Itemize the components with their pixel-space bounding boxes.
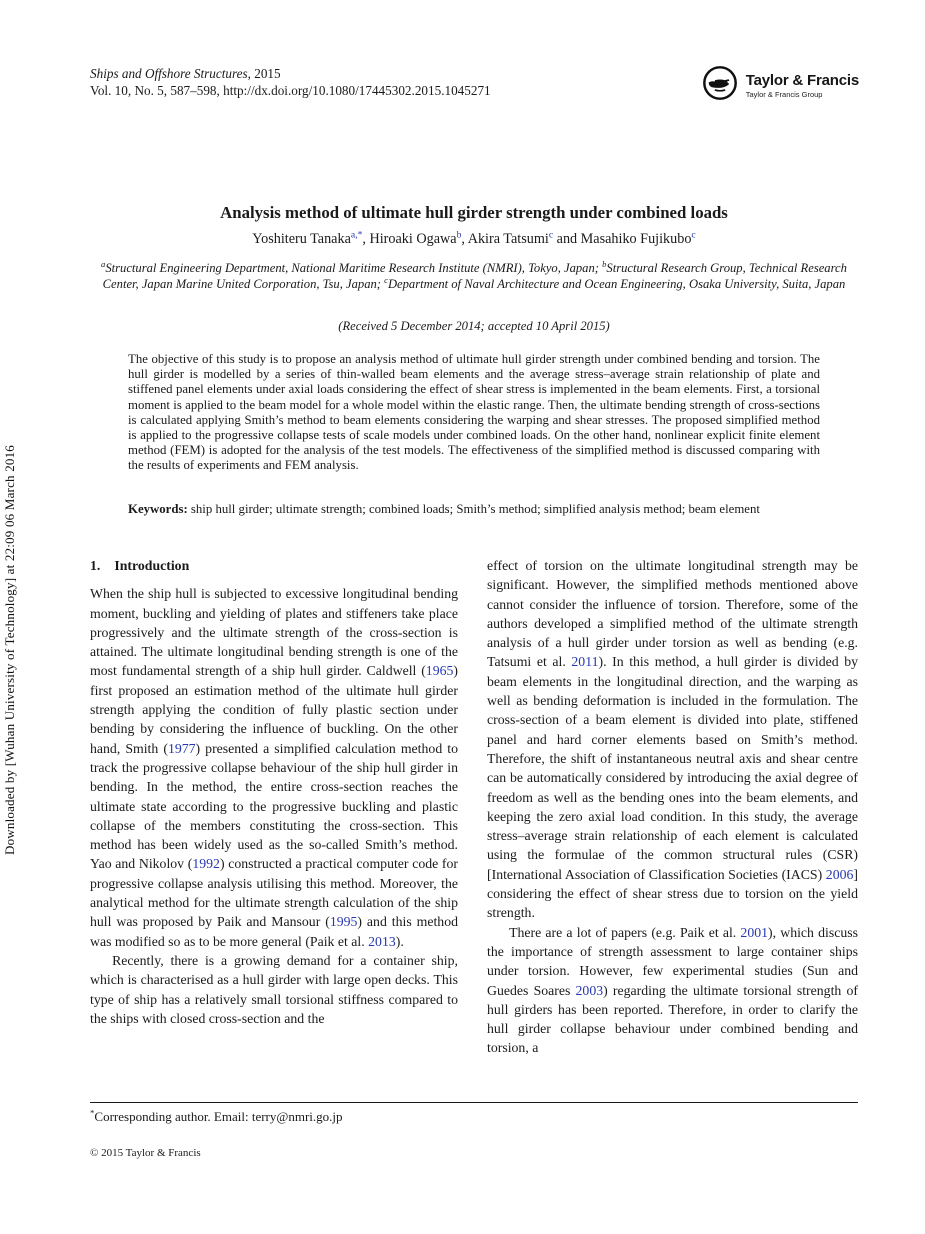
download-banner: Downloaded by [Wuhan University of Technology] at 22:09 06 March 2016 <box>2 445 17 855</box>
affil-marker: b <box>602 258 607 269</box>
text-segment: Recently, there is a growing demand for a container ship, which is characterised as a hull girder with large open decks. This type of ship has a relatively small torsional stiffness compared to the ships with closed cross-section and the <box>90 952 458 1026</box>
right-column <box>487 556 858 1058</box>
text-segment: ) presented a simplified calculation method to track the progressive collapse behaviour of the ship hull girder in bending. In the method, the entire cross-section reaches the ultimate state according to the progressive buckling and plastic collapse of the members constituting the cross-section. This method has been widely used as the so-called Smith’s method. Yao and Nikolov ( <box>90 740 458 872</box>
text-segment: ), which discuss the importance of strength assessment to large container ships under torsion. However, few experimental studies (Sun and Guedes Soares <box>487 924 858 998</box>
corresponding-author-text: Corresponding author. Email: terry@nmri.go.jp <box>94 1109 343 1124</box>
affiliation: Structural Research Group, Technical Research Center, Japan Marine United Corporation, Tsu, Japan; <box>102 261 847 291</box>
received-dates: (Received 5 December 2014; accepted 10 April 2015) <box>338 319 610 333</box>
text-segment: ). In this method, a hull girder is divided by beam elements in the longitudinal direction, and the warping as well as bending deformation is included in the formulation. The cross-section of a beam element is divided into plate, stiffened panel and hard corner elements based on Smith’s method. Therefore, the shift of instantaneous neutral axis and shear centre can be automatically considered by introducing the axial degree of freedom as well as the bending ones into the beam elements, and keeping the zero axial load condition. In this study, the average stress–average strain relationship of each element is calculated using the formulae of the common structural rules (CSR) [International Association of Classification Societies (IACS) <box>487 654 858 882</box>
citation-link[interactable]: 2001 <box>740 924 769 940</box>
publisher-name: Taylor & Francis <box>745 71 859 89</box>
section-heading-introduction <box>90 556 458 575</box>
footnote-rule <box>90 1102 858 1103</box>
citation-link[interactable]: 1977 <box>167 740 196 756</box>
taylor-francis-lamp-icon <box>701 64 739 107</box>
volume-issue-pages: Vol. 10, No. 5, 587–598, <box>90 82 224 98</box>
doi-link[interactable]: http://dx.doi.org/10.1080/17445302.2015.1045271 <box>223 82 491 98</box>
author-line <box>90 231 858 248</box>
text-segment: There are a lot of papers (e.g. Paik et al. <box>509 924 741 940</box>
journal-year: , 2015 <box>247 66 281 81</box>
intro-paragraph-2-continued <box>487 556 858 923</box>
section-number: 1. <box>90 558 101 573</box>
author-name: , Akira Tatsumi <box>461 231 549 247</box>
intro-paragraph-3 <box>487 923 858 1058</box>
text-segment: ) and this method was modified so as to be more general (Paik et al. <box>90 914 458 949</box>
affiliation: Department of Naval Architecture and Ocean Engineering, Osaka University, Suita, Japan <box>387 276 846 291</box>
author-affil-marker: c <box>691 229 696 241</box>
citation-link[interactable]: 2003 <box>575 982 604 998</box>
author-name: , Hiroaki Ogawa <box>362 231 457 247</box>
text-segment: ). <box>395 933 404 949</box>
citation-link[interactable]: 2013 <box>368 933 396 949</box>
citation-link[interactable]: 1995 <box>329 914 358 930</box>
keywords-list: ship hull girder; ultimate strength; combined loads; Smith’s method; simplified analysis method; beam element <box>187 502 760 516</box>
author-affil-marker: c <box>548 229 554 241</box>
intro-paragraph-2 <box>90 951 458 1028</box>
left-column <box>90 556 458 1028</box>
citation-link[interactable]: 2006 <box>825 866 854 882</box>
citation-link[interactable]: 1992 <box>192 856 220 872</box>
text-segment: ) regarding the ultimate torsional strength of hull girders has been reported. Therefore, in order to clarify the hull girder collapse behaviour under combined bending and torsion, a <box>487 982 858 1056</box>
text-segment: When the ship hull is subjected to excessive longitudinal bending moment, buckling and yielding of plates and stiffeners take place progressively and the ultimate strength of the cross-section is attained. The ultimate longitudinal bending strength is one of the most fundamental strength of a ship hull girder. Caldwell ( <box>90 586 458 679</box>
affil-marker: c <box>384 274 388 285</box>
text-segment: ] considering the effect of shear stress due to torsion on the yield strength. <box>487 866 858 921</box>
keywords-label: Keywords: <box>128 502 188 516</box>
abstract: The objective of this study is to propose an analysis method of ultimate hull girder strength under combined bending and torsion. The hull girder is modelled by a series of thin-walled beam elements and the average stress–average strain relationship of plate and stiffened panel elements under axial loads considering the effect of shear stress is implemented in the beam elements. First, a torsional moment is applied to the beam model for a whole model within the elastic range. Then, the ultimate bending strength of cross-sections is calculated applying Smith’s method to beam elements considering the warping and shear stresses. The proposed simplified method is applied to the progressive collapse tests of scale models under combined loads. On the other hand, nonlinear explicit finite element method (FEM) is adopted for the analysis of the test models. The effectiveness of the simplified method is discussed comparing with the results of experiments and FEM analysis. <box>128 352 820 473</box>
text-segment: ) first proposed an estimation method of the ultimate hull girder strength applying the condition of fully plastic section under bending by considering the influence of buckling. On the other hand, Smith ( <box>90 663 458 756</box>
affil-marker: a <box>101 258 106 269</box>
text-segment: ) constructed a practical computer code for progressive collapse analysis utilising this method. Moreover, the analytical method for the ultimate strength calculation of the ship hull was proposed by Paik and Mansour ( <box>90 856 458 930</box>
corresponding-author-footnote <box>90 1109 343 1125</box>
article-title: Analysis method of ultimate hull girder strength under combined loads <box>220 203 728 222</box>
journal-header <box>90 66 491 99</box>
journal-name: Ships and Offshore Structures <box>90 66 248 81</box>
section-title: Introduction <box>114 558 190 573</box>
footnote-marker: * <box>90 1107 95 1118</box>
publisher-logo <box>701 64 859 107</box>
text-segment: effect of torsion on the ultimate longitudinal strength may be significant. However, the simplified methods mentioned above cannot consider the influence of torsion. Therefore, some of the authors developed a simplified method of the ultimate strength analysis of a hull girder under torsion as well as bending (e.g. Tatsumi et al. <box>487 558 858 670</box>
copyright-line: © 2015 Taylor & Francis <box>90 1147 201 1159</box>
author-affil-marker: a,* <box>350 229 363 241</box>
keywords-line <box>128 502 820 517</box>
affiliation: Structural Engineering Department, National Maritime Research Institute (NMRI), Tokyo, Japan; <box>105 261 603 275</box>
author-affil-marker: b <box>456 229 462 241</box>
citation-link[interactable]: 1965 <box>425 663 454 679</box>
publisher-logo-text <box>746 73 859 99</box>
affiliations <box>90 258 858 292</box>
citation-link[interactable]: 2011 <box>571 654 599 670</box>
journal-title-line <box>90 66 491 83</box>
publisher-group-name: Taylor & Francis Group <box>745 89 823 99</box>
author-name: Yoshiteru Tanaka <box>252 231 351 247</box>
volume-doi-line <box>90 83 491 100</box>
intro-paragraph-1 <box>90 584 458 951</box>
author-name: and Masahiko Fujikubo <box>553 231 692 247</box>
